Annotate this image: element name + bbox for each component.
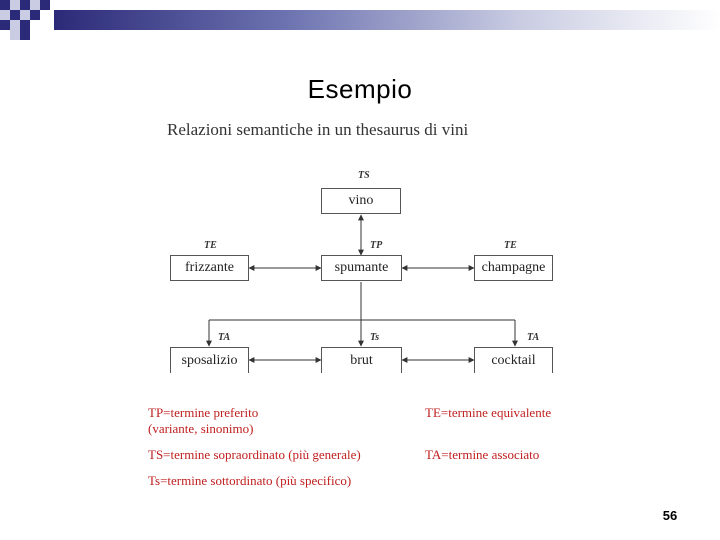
legend-tp: [148, 405, 258, 437]
legend-ts-upper: TS=termine sopraordinato (più generale): [148, 447, 361, 462]
node-sposalizio: sposalizio: [170, 347, 249, 373]
tag-ts-bottom: Ts: [370, 332, 380, 343]
node-champagne: champagne: [474, 255, 553, 281]
diagram-subtitle: Relazioni semantiche in un thesaurus di vini: [167, 120, 469, 139]
node-spumante: spumante: [321, 255, 402, 281]
node-brut: brut: [321, 347, 402, 373]
legend-te: TE=termine equivalente: [425, 405, 552, 420]
legend-ts-lower: Ts=termine sottordinato (più specifico): [148, 473, 352, 488]
tag-ta-right: TA: [527, 332, 540, 343]
tag-te-right: TE: [504, 240, 517, 251]
tag-tp: TP: [370, 240, 383, 251]
slide-title: Esempio: [307, 74, 413, 104]
tag-ts-top: TS: [358, 170, 370, 181]
node-vino: vino: [321, 188, 401, 214]
legend-ta: TA=termine associato: [425, 447, 540, 462]
legend-tp-line2: (variante, sinonimo): [148, 421, 254, 436]
page-number: 56: [662, 508, 678, 523]
tag-te-left: TE: [204, 240, 217, 251]
node-frizzante: frizzante: [170, 255, 249, 281]
node-cocktail: cocktail: [474, 347, 553, 373]
legend-tp-line1: TP=termine preferito: [148, 405, 259, 420]
tag-ta-left: TA: [218, 332, 231, 343]
